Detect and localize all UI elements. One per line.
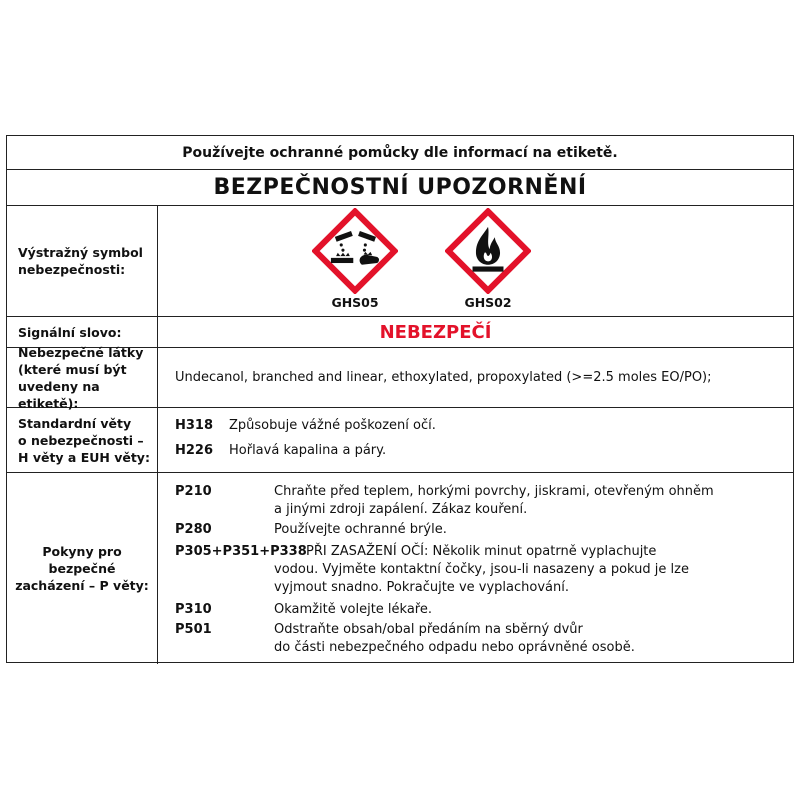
pictogram-cell xyxy=(158,206,793,316)
substances-text: Undecanol, branched and linear, ethoxylated, propoxylated (>=2.5 moles EO/PO); xyxy=(175,370,712,385)
top-note: Používejte ochranné pomůcky dle informací na etiketě. xyxy=(182,144,618,161)
precaution-code: P305+P351+P338 xyxy=(175,544,307,559)
corrosion-icon xyxy=(312,208,398,294)
page-title: BEZPEČNOSTNÍ UPOZORNĚNÍ xyxy=(213,175,587,200)
signal-word: NEBEZPEČÍ xyxy=(379,321,492,343)
precaution-code: P210 xyxy=(175,484,212,499)
title-row xyxy=(7,170,793,206)
precaution-text: PŘI ZASAŽENÍ OČÍ: Několik minut opatrně vyplachujte vodou. Vyjměte kontaktní čočky, jsou-li nasazeny a pokud je lze vyjmout snadno. Pokračujte ve vyplachování. xyxy=(274,544,689,595)
precaution-text: Chraňte před teplem, horkými povrchy, jiskrami, otevřeným ohněm a jinými zdroji zapálení. Zákaz kouření. xyxy=(274,484,714,517)
precaution-cell xyxy=(158,473,793,664)
precaution-code: P501 xyxy=(175,622,212,637)
pictogram-row xyxy=(7,206,793,317)
precaution-label: Pokyny pro bezpečné zacházení – P věty: xyxy=(7,473,158,664)
top-note-row xyxy=(7,136,793,170)
signal-label: Signální slovo: xyxy=(7,317,158,347)
precaution-code: P280 xyxy=(175,522,212,537)
pictogram-ghs05 xyxy=(309,208,401,310)
hazard-text: Způsobuje vážné poškození očí. xyxy=(229,418,436,433)
hazard-statement xyxy=(175,418,436,433)
precaution-text: Odstraňte obsah/obal předáním na sběrný dvůr do části nebezpečného odpadu nebo oprávněné osobě. xyxy=(274,622,635,655)
pictogram-code: GHS02 xyxy=(464,295,512,310)
hazard-label: Standardní věty o nebezpečnosti – H věty a EUH věty: xyxy=(7,408,158,472)
precaution-row xyxy=(7,473,793,664)
signal-cell xyxy=(158,317,793,347)
pictogram-ghs02 xyxy=(442,208,534,310)
hazard-cell xyxy=(158,408,793,472)
safety-label xyxy=(6,135,794,663)
pictogram-code: GHS05 xyxy=(331,295,379,310)
hazard-row xyxy=(7,408,793,473)
precaution-text: Používejte ochranné brýle. xyxy=(274,522,447,537)
hazard-statement xyxy=(175,443,386,458)
hazard-code: H226 xyxy=(175,443,214,458)
precaution-text: Okamžitě volejte lékaře. xyxy=(274,602,432,617)
precaution-code: P310 xyxy=(175,602,212,617)
substances-label: Nebezpečné látky (které musí být uvedeny na etiketě): xyxy=(7,348,158,407)
pictogram-label: Výstražný symbol nebezpečnosti: xyxy=(7,206,158,316)
flame-icon xyxy=(445,208,531,294)
hazard-text: Hořlavá kapalina a páry. xyxy=(229,443,387,458)
hazard-code: H318 xyxy=(175,418,214,433)
substances-row xyxy=(7,344,793,411)
substances-cell xyxy=(158,348,793,407)
